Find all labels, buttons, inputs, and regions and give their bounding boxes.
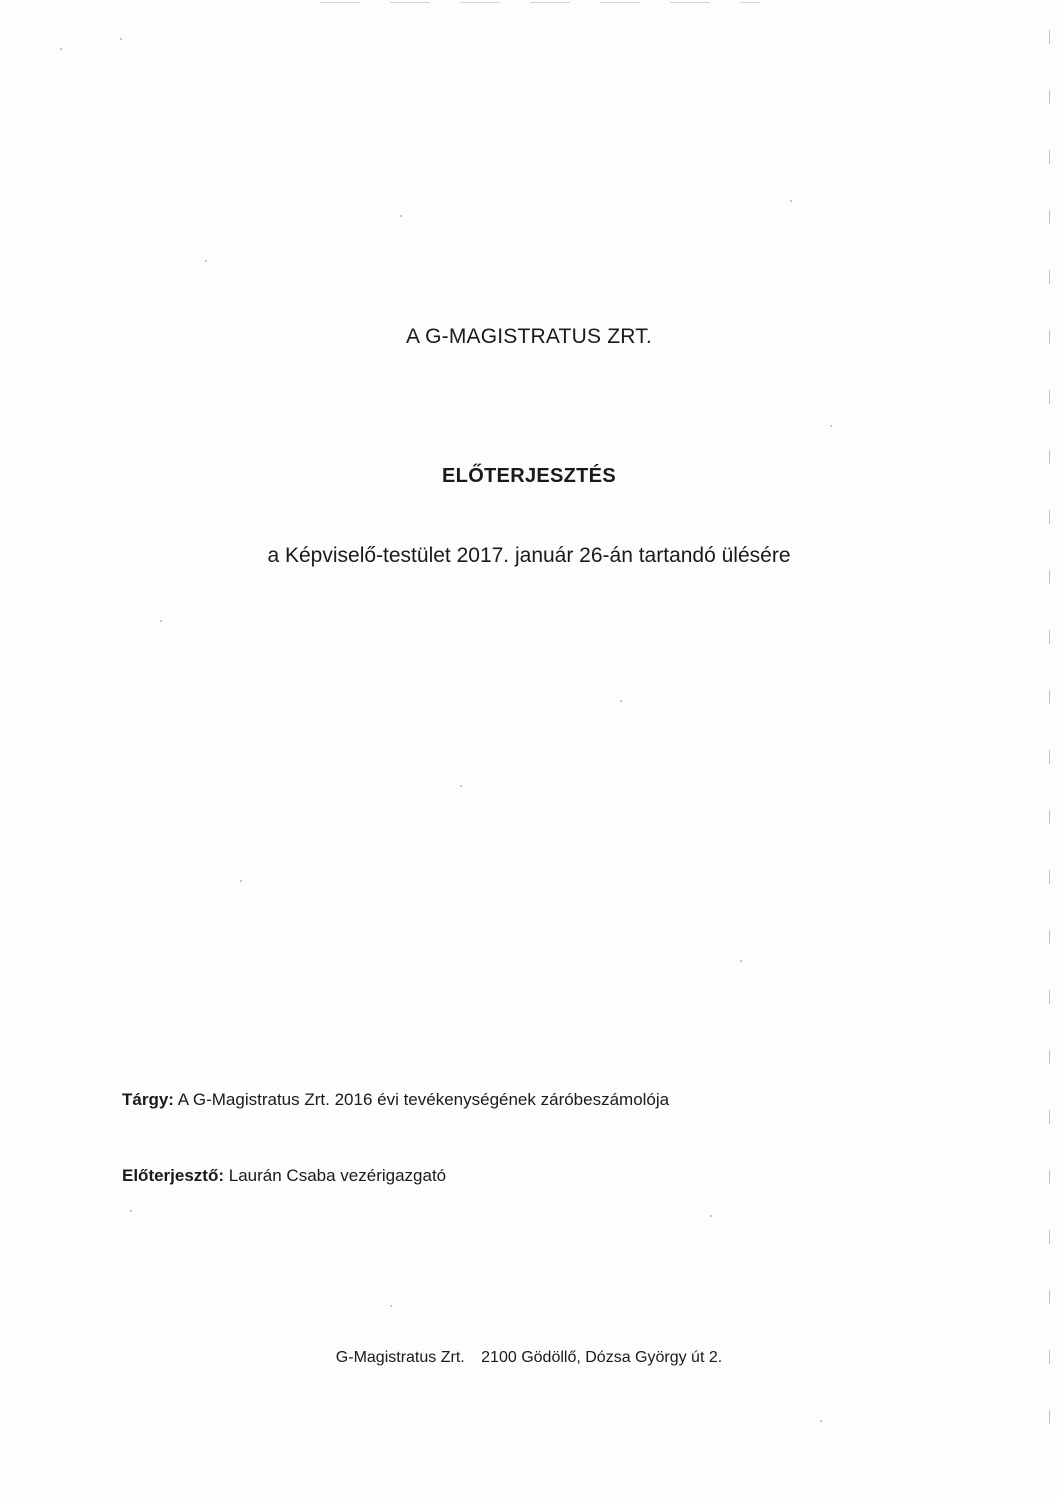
document-title: ELŐTERJESZTÉS — [442, 465, 616, 487]
scan-speck — [740, 960, 742, 962]
scan-speck — [460, 785, 462, 787]
presenter-line — [122, 1166, 446, 1186]
scan-speck — [820, 1420, 822, 1422]
scan-edge-right — [1049, 30, 1050, 1470]
footer-company: G-Magistratus Zrt. — [335, 1349, 465, 1366]
scan-speck — [830, 425, 832, 427]
company-title: A G-MAGISTRATUS ZRT. — [406, 325, 652, 348]
footer-street-address: 2100 Gödöllő, Dózsa György út 2. — [481, 1349, 723, 1366]
scan-speck — [240, 880, 242, 882]
scan-speck — [160, 620, 162, 622]
document-subtitle: a Képviselő-testület 2017. január 26-án tartandó ülésére — [267, 544, 791, 567]
scan-speck — [60, 48, 62, 50]
presenter-label: Előterjesztő: — [122, 1166, 225, 1185]
subject-label: Tárgy: — [122, 1090, 174, 1109]
scan-speck — [620, 700, 622, 702]
subject-line — [122, 1090, 669, 1110]
scan-edge-top — [320, 2, 760, 3]
scan-speck — [130, 1210, 132, 1212]
scan-speck — [400, 215, 402, 217]
footer-address — [0, 1349, 1058, 1367]
scan-speck — [120, 38, 122, 40]
subject-value: A G-Magistratus Zrt. 2016 évi tevékenységének záróbeszámolója — [177, 1090, 670, 1109]
presenter-value: Laurán Csaba vezérigazgató — [228, 1166, 447, 1185]
scan-speck — [205, 260, 207, 262]
scan-speck — [710, 1215, 712, 1217]
scan-speck — [790, 200, 792, 202]
scan-speck — [390, 1305, 392, 1307]
